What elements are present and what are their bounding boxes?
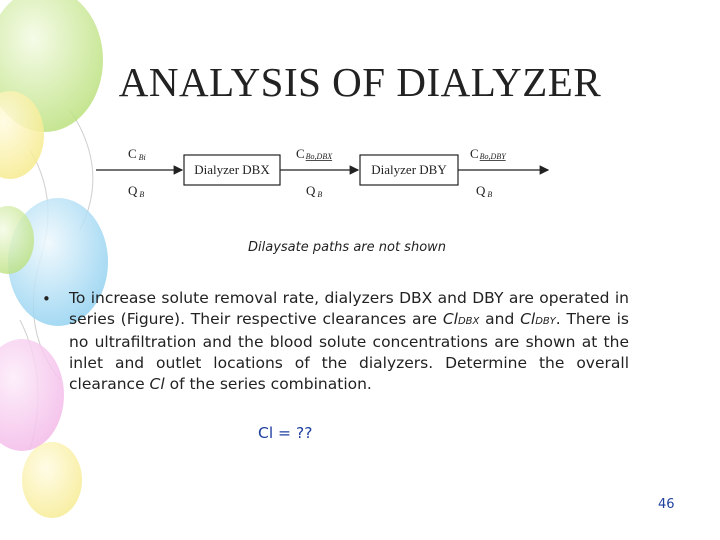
dialyzer-series-diagram — [96, 140, 556, 210]
problem-statement — [69, 288, 629, 395]
slide-title: ANALYSIS OF DIALYZER — [118, 59, 602, 105]
problem-text-1: To increase solute removal rate, dialyzers DBX and DBY are operated in series (Figure). Their respective clearances are — [69, 289, 629, 328]
bullet-marker: • — [42, 290, 51, 308]
problem-text-2: and — [479, 310, 521, 328]
page-number: 46 — [658, 497, 675, 512]
dialyzer-dby-label: Dialyzer DBY — [371, 162, 447, 177]
q-outlet-label: Q B — [476, 183, 493, 199]
q-middle-label: Q B — [306, 183, 323, 199]
diagram-caption: Dilaysate paths are not shown — [248, 240, 447, 255]
answer-line: Cl = ?? — [258, 424, 313, 442]
c-middle-label: CBo,DBX — [296, 146, 333, 161]
clearance-symbol-1: Cl — [442, 310, 458, 328]
q-inlet-label: Q B — [128, 183, 145, 199]
c-outlet-label: CBo,DBY — [470, 146, 506, 161]
clearance-subscript-dby: DBY — [535, 316, 556, 327]
dialyzer-dbx-label: Dialyzer DBX — [194, 162, 270, 177]
pink-balloon — [0, 339, 64, 451]
c-inlet-label: C Bi — [128, 146, 146, 162]
yellow-balloon-bottom — [22, 442, 82, 518]
clearance-symbol-2: Cl — [520, 310, 536, 328]
problem-text-4: of the series combination. — [164, 375, 372, 393]
clearance-symbol-3: Cl — [149, 375, 165, 393]
problem-text-3: . There is no ultrafiltration and the blood solute concentrations are shown at the inlet and outlet locations of the dialyzers. Determine the overall clearance — [69, 310, 629, 393]
clearance-subscript-dbx: DBX — [457, 316, 480, 327]
